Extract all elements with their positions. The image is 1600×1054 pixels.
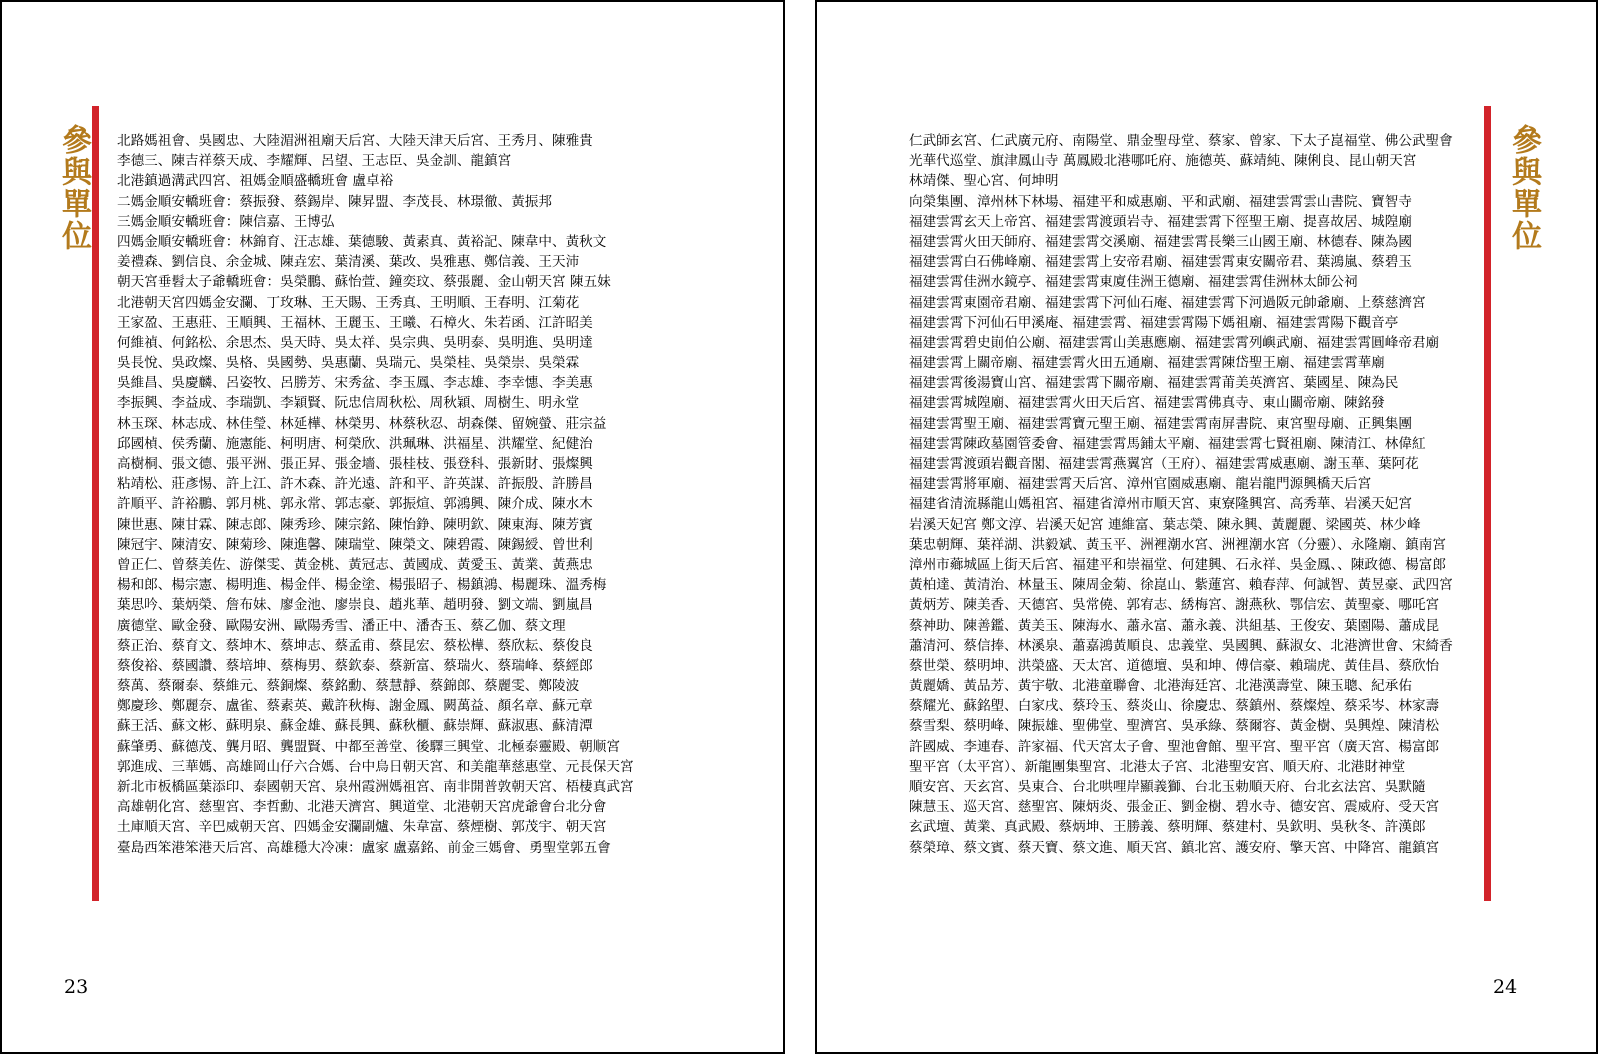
text-line: 蔡萬、蔡爾泰、蔡維元、蔡銅燦、蔡銘勳、蔡慧靜、蔡錦郎、蔡麗雯、鄭陵波 <box>117 678 580 695</box>
text-line: 曾正仁、曾蔡美佐、游傑雯、黃金桃、黃冠志、黃國成、黃愛玉、黃業、黃燕忠 <box>117 556 593 573</box>
text-line: 高雄朝化宮、慈聖宮、李哲勳、北港天濟宮、興道堂、北港朝天宮虎爺會台北分會 <box>117 799 607 816</box>
text-line: 聖平宮（太平宮）、新龍團集聖宮、北港太子宮、北港聖安宮、順天府、北港財神堂 <box>909 758 1406 775</box>
text-line: 北路媽祖會、吳國忠、大陸湄洲祖廟天后宮、大陸天津天后宮、王秀月、陳雅貴 <box>117 133 593 149</box>
text-line: 玄武壇、黃業、真武殿、蔡炳坤、王勝義、蔡明輝、蔡建村、吳欽明、吳秋冬、許漢郎 <box>909 819 1426 836</box>
text-line: 福建雲霄城隍廟、福建雲霄火田天后宮、福建雲霄佛真寺、東山關帝廟、陳銘發 <box>909 395 1385 412</box>
text-line: 蔡雪梨、蔡明峰、陳振雄、聖佛堂、聖濟宮、吳承綠、蔡爾容、黃金樹、吳興煌、陳清松 <box>909 718 1440 735</box>
text-line: 蘇肇勇、蘇德茂、龔月昭、龔盟賢、中都至善堂、後驛三興堂、北極泰靈殿、朝顺宮 <box>117 738 620 755</box>
left-page-number: 23 <box>64 976 89 998</box>
text-line: 二媽金順安轎班會：蔡振發、蔡錫岸、陳昇盟、李茂長、林璟徹、黃振邦 <box>117 193 552 210</box>
text-line: 福建雲霄聖王廟、福建雲霄寶元聖王廟、福建雲霄南屏書院、東宮聖母廟、正興集團 <box>909 415 1412 432</box>
text-line: 臺島西笨港笨港天后宮、高雄穩大冷凍：盧家 盧嘉銘、前金三媽會、勇聖堂郭五會 <box>117 839 611 856</box>
text-line: 何維禎、何銘松、余思杰、吳天時、吳太祥、吳宗典、吳明泰、吳明進、吳明達 <box>117 334 593 351</box>
text-line: 蔡榮璋、蔡文賓、蔡天寶、蔡文進、順天宮、鎮北宮、護安府、擎天宮、中降宮、龍鎮宮 <box>909 839 1440 856</box>
text-line: 李德三、陳吉祥蔡天成、李耀輝、呂望、王志臣、吳金訓、龍鎮宮 <box>117 153 512 170</box>
left-body-text <box>117 131 634 858</box>
text-line: 福建雲霄火田天師府、福建雲霄交溪廟、福建雲霄長樂三山國王廟、林德春、陳為國 <box>909 233 1412 250</box>
text-line: 高樹桐、張文德、張平洲、張正昇、張金墻、張桂枝、張登科、張新財、張燦興 <box>117 456 593 472</box>
left-red-bar <box>92 106 99 901</box>
text-line: 蔡神助、陳善鑑、黃美玉、陳海水、蕭永富、蕭永義、洪組基、王俊安、葉園陽、蕭成昆 <box>909 617 1440 634</box>
right-page <box>815 0 1598 1054</box>
text-line: 向榮集團、漳州林下林場、福建平和威惠廟、平和武廟、福建雲霄雲山書院、寶智寺 <box>909 193 1412 210</box>
text-line: 吳維昌、吳慶麟、呂姿牧、呂勝芳、宋秀盆、李玉鳳、李志雄、李幸憓、李美惠 <box>117 375 593 392</box>
text-line: 北港鎮過溝武四宮、祖媽金順盛轎班會 盧卓裕 <box>117 173 394 190</box>
text-line: 福建雲霄後湯寶山宮、福建雲霄下關帝廟、福建雲霄莆美英濟宮、葉國星、陳為民 <box>909 375 1399 392</box>
text-line: 蕭清河、蔡信捧、林溪泉、蕭嘉鴻黃順良、忠義堂、吳國興、蘇淑女、北港濟世會、宋綺香 <box>909 637 1453 654</box>
text-line: 許國威、李連春、許家福、代天宮太子會、聖池會館、聖平宮、聖平宮（廣天宮、楊富郎 <box>909 738 1440 755</box>
text-line: 福建雲霄碧史崱伯公廟、福建雲霄山美惠應廟、福建雲霄列嶼武廟、福建雲霄圓峰帝君廟 <box>909 334 1440 351</box>
text-line: 四媽金順安轎班會：林錦育、汪志雄、葉德駿、黃素真、黃裕記、陳韋中、黃秋文 <box>117 233 607 250</box>
text-line: 土庫順天宮、辛巴威朝天宮、四媽金安瀾副爐、朱韋富、蔡煙樹、郭茂宇、朝天宮 <box>117 819 607 836</box>
text-line: 陳慧玉、巡天宮、慈聖宮、陳炳炎、張金正、劉金樹、碧水寺、德安宮、震威府、受天宮 <box>909 799 1440 816</box>
text-line: 福建雲霄佳洲水鏡亭、福建雲霄東廈佳洲王德廟、福建雲霄佳洲林太師公祠 <box>909 274 1358 291</box>
text-line: 三媽金順安轎班會：陳信嘉、王博弘 <box>117 213 335 230</box>
text-line: 許順平、許裕鵬、郭月桃、郭永常、郭志豪、郭振煊、郭鴻興、陳介成、陳水木 <box>117 496 593 513</box>
text-line: 福建雲霄下河仙石甲溪庵、福建雲霄、福建雲霄陽下媽祖廟、福建雲霄陽下觀音亭 <box>909 314 1399 331</box>
text-line: 蔡耀光、蘇銘塱、白家戌、蔡玲玉、蔡炎山、徐慶忠、蔡鎮州、蔡燦煌、蔡采岑、林家壽 <box>909 698 1440 715</box>
text-line: 蔡俊裕、蔡國讚、蔡培坤、蔡梅男、蔡欽泰、蔡新富、蔡瑞火、蔡瑞峰、蔡經郎 <box>117 657 593 674</box>
text-line: 蔡正治、蔡育文、蔡坤木、蔡坤志、蔡孟甫、蔡昆宏、蔡松樺、蔡欣耘、蔡俊良 <box>117 637 593 654</box>
right-page-number: 24 <box>1493 976 1518 998</box>
text-line: 新北市板橋區葉添印、泰國朝天宮、泉州霞洲媽祖宮、南非開普敦朝天宮、梧棲真武宮 <box>117 779 634 795</box>
text-line: 北港朝天宮四媽金安瀾、丁玫琳、王天賜、王秀真、王明順、王春明、江菊花 <box>117 294 580 311</box>
text-line: 朝天宮垂髫太子爺轎班會：吳榮鵬、蘇怡萱、鐘奕玟、蔡張麗、金山朝天宮 陳五妹 <box>117 274 611 291</box>
text-line: 漳州市薌城區上街天后宮、福建平和崇福堂、何建興、石永祥、吳金鳳、、陳政德、楊富郎 <box>909 556 1446 573</box>
text-line: 李振興、李益成、李瑞凱、李穎賢、阮忠信周秋松、周秋穎、周樹生、明永堂 <box>117 395 580 412</box>
text-line: 王家盈、王惠莊、王順興、王福林、王麗玉、王曦、石樟火、朱若函、江許昭美 <box>117 314 593 331</box>
text-line: 陳冠宇、陳清安、陳菊珍、陳進馨、陳瑞堂、陳榮文、陳碧霞、陳錫綬、曾世利 <box>117 536 593 553</box>
text-line: 陳世惠、陳甘霖、陳志郎、陳秀珍、陳宗銘、陳怡錚、陳明欽、陳東海、陳芳賓 <box>117 516 593 533</box>
text-line: 福建省清流縣龍山媽祖宮、福建省漳州市順天宮、東寮隆興宮、高秀華、岩溪天妃宮 <box>909 496 1412 513</box>
text-line: 林靖傑、聖心宮、何坤明 <box>909 173 1059 190</box>
right-page-title: 參與單位 <box>1506 124 1541 252</box>
text-line: 蔡世榮、蔡明坤、洪榮盛、天太宮、道德壇、吳和坤、傅信豪、賴瑞虎、黃佳昌、蔡欣怡 <box>909 657 1440 674</box>
text-line: 福建雲霄白石佛峰廟、福建雲霄上安帝君廟、福建雲霄東安關帝君、葉鴻嵐、蔡碧玉 <box>909 254 1412 271</box>
text-line: 福建雲霄上關帝廟、福建雲霄火田五通廟、福建雲霄陳岱聖王廟、福建雲霄華廟 <box>909 355 1385 372</box>
text-line: 仁武師玄宮、仁武廣元府、南陽堂、鼎金聖母堂、蔡家、曾家、下太子崑福堂、佛公武聖會 <box>909 133 1453 149</box>
text-line: 黃炳芳、陳美香、天德宮、吳常僥、郭宥志、綉梅宮、謝燕秋、鄂信宏、黃聖豪、哪吒宮 <box>909 597 1440 614</box>
text-line: 林玉琛、林志成、林佳瑩、林延樺、林榮男、林蔡秋忍、胡森傑、留婉螢、莊宗益 <box>117 415 607 432</box>
text-line: 順安宮、天玄宮、吳東合、台北哄哩岸顯義獅、台北玉勅順天府、台北玄法宮、吳默隨 <box>909 779 1426 795</box>
text-line: 福建雲霄陳政墓園管委會、福建雲霄馬鋪太平廟、福建雲霄七賢祖廟、陳清江、林偉紅 <box>909 435 1426 452</box>
text-line: 邱國楨、侯秀蘭、施憲能、柯明唐、柯榮欣、洪珮琳、洪福星、洪耀堂、紀健治 <box>117 435 593 452</box>
text-line: 福建雲霄將軍廟、福建雲霄天后宮、漳州官園威惠廟、龍岩龍門源興橋天后宮 <box>909 476 1372 493</box>
right-red-bar <box>1484 106 1491 901</box>
text-line: 福建雲霄東園帝君廟、福建雲霄下河仙石庵、福建雲霄下河過阪元帥爺廟、上蔡慈濟宮 <box>909 294 1426 311</box>
left-page <box>0 0 785 1054</box>
text-line: 福建雲霄渡頭岩觀音閣、福建雲霄燕翼宮（王府）、福建雲霄威惠廟、謝玉華、葉阿花 <box>909 456 1419 472</box>
text-line: 蘇王活、蘇文彬、蘇明泉、蘇金雄、蘇長興、蘇秋櫃、蘇崇輝、蘇淑惠、蘇清潭 <box>117 718 593 735</box>
text-line: 岩溪天妃宮 鄭文淳、岩溪天妃宮 連維富、葉志榮、陳永興、黃麗麗、梁國英、林少峰 <box>909 516 1421 533</box>
text-line: 葉思吟、葉炳榮、詹布妹、廖金池、廖崇良、趙兆華、趙明發、劉文端、劉嵐昌 <box>117 597 593 614</box>
right-body-text <box>909 131 1453 858</box>
text-line: 郭進成、三華媽、高雄岡山仔六合媽、台中烏日朝天宮、和美龍華慈惠堂、元長保天宮 <box>117 758 634 775</box>
text-line: 葉忠朝輝、葉祥湖、洪毅斌、黃玉平、洲裡潮水宮、洲裡潮水宮（分靈）、永隆廟、鎮南宮 <box>909 536 1446 553</box>
text-line: 光華代巡堂、旗津鳳山寺 萬鳳殿北港哪吒府、施德英、蘇靖純、陳俐良、昆山朝天宮 <box>909 153 1417 170</box>
text-line: 吳長悅、吳政燦、吳格、吳國勢、吳惠蘭、吳瑞元、吳榮桂、吳榮崇、吳榮霖 <box>117 355 580 372</box>
text-line: 姜禮森、劉信良、余金城、陳垚宏、葉清溪、葉改、吳雅惠、鄭信義、王天沛 <box>117 254 580 271</box>
text-line: 楊和郎、楊宗憲、楊明進、楊金伴、楊金塗、楊張昭子、楊鎮鴻、楊麗珠、溫秀梅 <box>117 577 607 594</box>
text-line: 福建雲霄玄天上帝宮、福建雲霄渡頭岩寺、福建雲霄下徑聖王廟、提喜故居、城隍廟 <box>909 213 1412 230</box>
text-line: 鄭慶珍、鄭麗奈、盧雀、蔡素英、戴許秋梅、謝金鳳、闕萬益、顏名章、蘇元章 <box>117 698 593 715</box>
text-line: 廣德堂、歐金發、歐陽安洲、歐陽秀雪、潘正中、潘杏玉、蔡乙伽、蔡文理 <box>117 617 566 634</box>
left-page-title: 參與單位 <box>56 124 91 252</box>
text-line: 粘靖松、莊彥惕、許上江、許木森、許光遠、許和平、許英謀、許振殷、許勝昌 <box>117 476 593 493</box>
text-line: 黃柏達、黃清治、林量玉、陳周金菊、徐崑山、紫蓮宮、賴春萍、何誠智、黃昱豪、武四宮 <box>909 577 1453 594</box>
text-line: 黃麗嬌、黃品芳、黃宇敬、北港童聯會、北港海廷宮、北港漢壽堂、陳玉聰、紀承佑 <box>909 678 1412 695</box>
